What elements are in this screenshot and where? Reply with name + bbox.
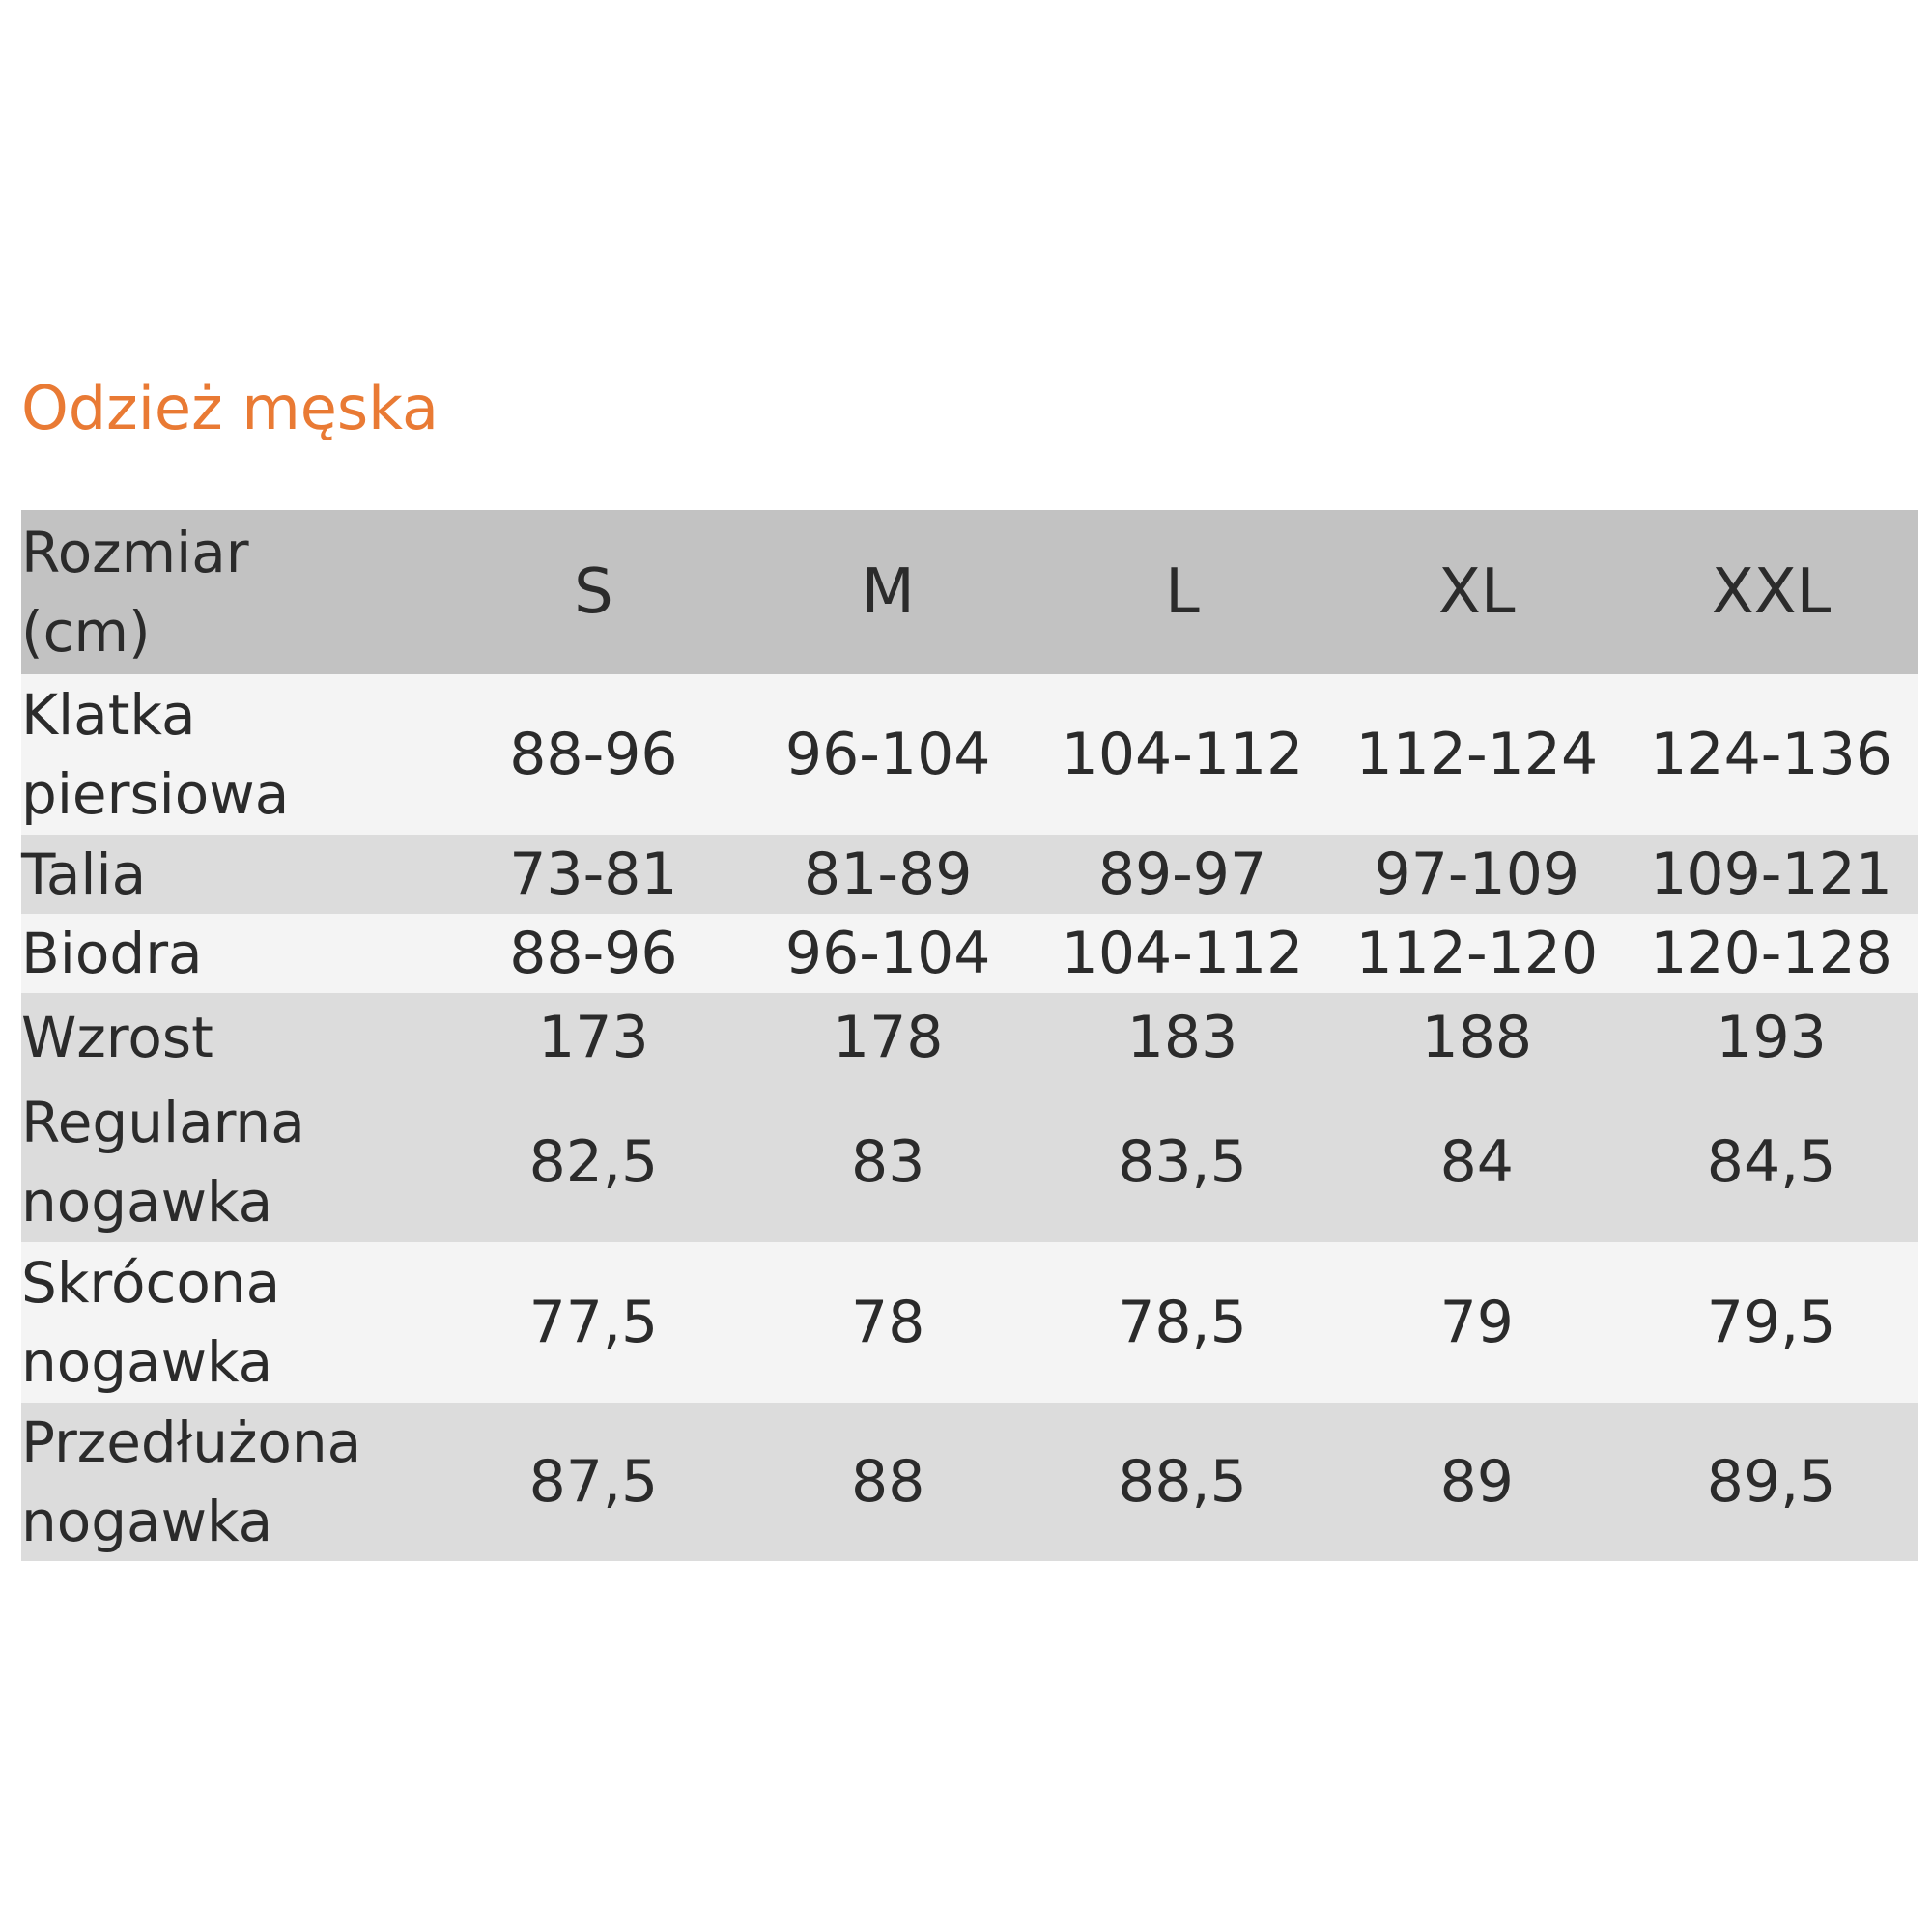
- table-cell: 173: [538, 1004, 649, 1071]
- table-row-talia: [21, 835, 1918, 914]
- table-cell: 178: [832, 1004, 944, 1071]
- table-cell: 89,5: [1706, 1448, 1836, 1516]
- row-label: [21, 835, 446, 914]
- table-cell: 124-136: [1650, 721, 1892, 788]
- row-label-line2: piersiowa: [21, 761, 290, 827]
- table-cell: 120-128: [1650, 920, 1892, 987]
- table-cell: 88,5: [1118, 1448, 1247, 1516]
- table-cell: 188: [1421, 1004, 1533, 1071]
- table-cell: 97-109: [1374, 840, 1580, 908]
- table-cell: 78,5: [1118, 1289, 1247, 1356]
- table-cell: 73-81: [509, 840, 678, 908]
- table-cell: 79: [1439, 1289, 1514, 1356]
- table-cell: 109-121: [1650, 840, 1892, 908]
- header-label-cell: [21, 510, 446, 674]
- table-cell: 183: [1126, 1004, 1238, 1071]
- row-label-line2: nogawka: [21, 1489, 273, 1554]
- table-cell: 96-104: [784, 920, 991, 987]
- table-cell: 84: [1439, 1128, 1514, 1196]
- header-label-line1: Rozmiar: [21, 520, 249, 585]
- row-label-line2: nogawka: [21, 1169, 273, 1235]
- size-header-l: L: [1165, 556, 1200, 628]
- row-label: [21, 1082, 446, 1242]
- table-cell: 79,5: [1706, 1289, 1836, 1356]
- table-row-wzrost: [21, 993, 1918, 1082]
- size-header-m: M: [861, 556, 915, 628]
- table-cell: 88-96: [509, 721, 678, 788]
- row-label-line1: Wzrost: [21, 1005, 213, 1070]
- row-label-line1: Talia: [21, 841, 147, 907]
- row-label: [21, 1403, 446, 1561]
- row-label-line2: nogawka: [21, 1329, 273, 1395]
- table-cell: 88-96: [509, 920, 678, 987]
- table-cell: 96-104: [784, 721, 991, 788]
- table-cell: 77,5: [528, 1289, 659, 1356]
- table-row-biodra: [21, 914, 1918, 993]
- row-label-line1: Klatka: [21, 682, 196, 748]
- table-cell: 87,5: [528, 1448, 659, 1516]
- table-row-skrocona: [21, 1242, 1918, 1403]
- table-cell: 112-120: [1355, 920, 1599, 987]
- row-label-line1: Biodra: [21, 921, 203, 986]
- row-label-line1: Przedłużona: [21, 1409, 362, 1475]
- table-cell: 83,5: [1118, 1128, 1247, 1196]
- size-header-xxl: XXL: [1711, 556, 1832, 628]
- table-cell: 112-124: [1355, 721, 1599, 788]
- table-cell: 104-112: [1061, 721, 1304, 788]
- size-header-xl: XL: [1438, 556, 1516, 628]
- header-label-line2: (cm): [21, 599, 151, 665]
- table-row-przedluzona: [21, 1403, 1918, 1561]
- row-label: [21, 914, 446, 993]
- table-cell: 88: [851, 1448, 925, 1516]
- table-cell: 104-112: [1061, 920, 1304, 987]
- row-label: [21, 674, 446, 835]
- table-header-row: [21, 510, 1918, 674]
- row-label: [21, 1242, 446, 1403]
- row-label: [21, 993, 446, 1082]
- size-chart-table: [21, 510, 1918, 1561]
- table-cell: 193: [1716, 1004, 1827, 1071]
- row-label-line1: Regularna: [21, 1090, 305, 1155]
- row-label-line1: Skrócona: [21, 1250, 281, 1316]
- size-header-s: S: [574, 556, 613, 628]
- table-row-regularna: [21, 1082, 1918, 1242]
- page-title: Odzież męska: [21, 373, 439, 443]
- table-cell: 81-89: [804, 840, 973, 908]
- table-cell: 89-97: [1097, 840, 1267, 908]
- table-row-klatka: [21, 674, 1918, 835]
- table-cell: 82,5: [528, 1128, 659, 1196]
- table-cell: 84,5: [1706, 1128, 1836, 1196]
- table-cell: 89: [1439, 1448, 1514, 1516]
- table-cell: 78: [851, 1289, 925, 1356]
- table-cell: 83: [851, 1128, 925, 1196]
